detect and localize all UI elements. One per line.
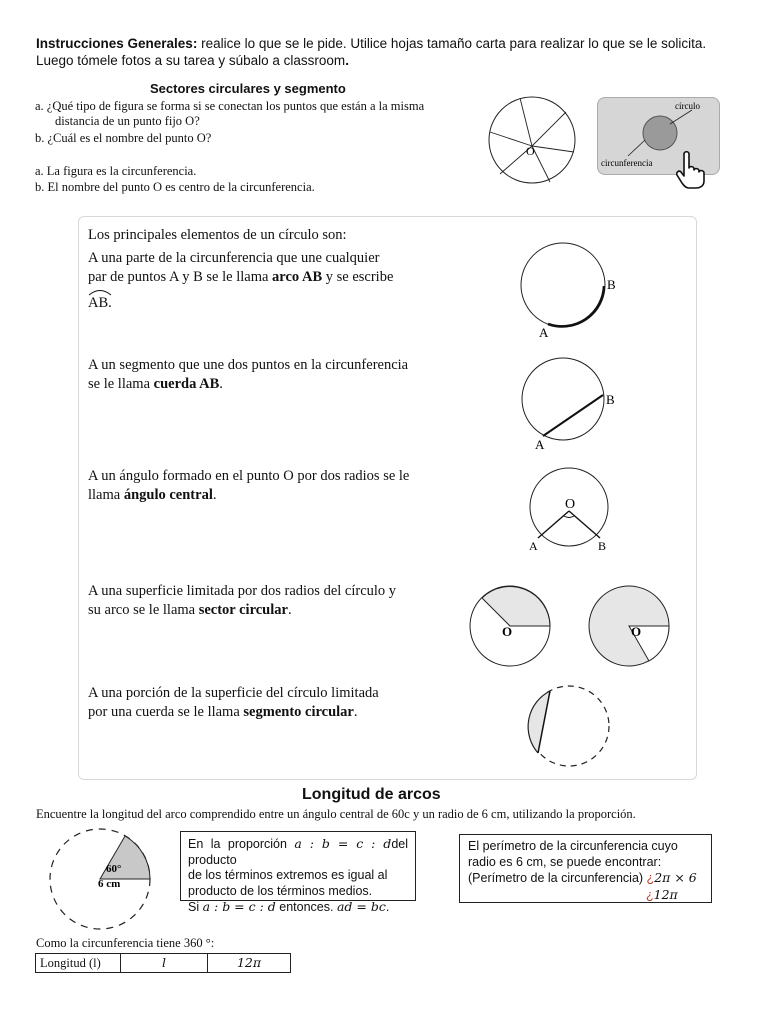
filled-circle	[643, 116, 677, 150]
sector-left-center-label: O	[502, 624, 513, 639]
perim-l3-math: 2π × 6	[654, 870, 697, 885]
arc-ab-highlight	[548, 286, 604, 326]
perim-line3	[468, 870, 703, 887]
segment-definition-line2	[88, 703, 358, 722]
chord-point-b-label: B	[606, 392, 615, 407]
prop-l4-end: .	[385, 900, 390, 914]
circular-segment-figure	[523, 683, 615, 773]
center-label-o: O	[526, 144, 535, 158]
radius-6cm-label: 6 cm	[98, 878, 121, 890]
prop-l4-math2: ad = bc	[336, 899, 386, 914]
chord-def-text: se le llama	[88, 376, 154, 392]
prop-l4-text: Si	[188, 900, 203, 914]
table-cell-l-math: l	[162, 955, 166, 970]
central-angle-definition-line1: A un ángulo formado en el punto O por dos radios se le	[88, 468, 410, 484]
angle-point-a-label: A	[529, 539, 538, 553]
chord-definition-line2	[88, 375, 223, 394]
sector-definition-line1: A una superficie limitada por dos radios del círculo y	[88, 583, 397, 599]
circulo-pointer-line	[670, 110, 692, 124]
segment-def-end: .	[353, 704, 358, 720]
elements-intro: Los principales elementos de un círculo son:	[88, 227, 347, 243]
answer-a: a. La figura es la circunferencia.	[35, 164, 197, 178]
point-a-label: A	[539, 325, 549, 340]
instructions-period: .	[345, 53, 349, 68]
segment-term: segmento circular	[243, 704, 354, 720]
point-b-label: B	[607, 277, 616, 292]
prop-l4-math: a : b = c : d	[202, 899, 276, 914]
chord-term: cuerda AB	[153, 376, 220, 392]
table-cell-l	[121, 954, 208, 973]
question-a-line1: a. ¿Qué tipo de figura se forma si se conectan los puntos que están a la misma	[35, 99, 425, 113]
sector-figure-right	[585, 584, 675, 670]
sector-definition-line2	[88, 601, 292, 620]
circunferencia-pointer-line	[628, 140, 645, 156]
arc-length-table	[35, 953, 291, 973]
prop-line1	[188, 836, 408, 868]
segment-definition-line1: A una porción de la superficie del círculo limitada	[88, 685, 379, 701]
table-row	[36, 954, 291, 973]
perim-l3-text: (Perímetro de la circunferencia)	[468, 871, 647, 885]
arc-length-prompt: Encuentre la longitud del arco comprendido entre un ángulo central de 60c y un radio de 6 cm, utilizando la proporción.	[36, 807, 636, 821]
angle-60-label: 60°	[106, 863, 122, 875]
answer-b: b. El nombre del punto O es centro de la circunferencia.	[35, 180, 315, 194]
arc-def-text: par de puntos A y B se le llama	[88, 269, 273, 285]
question-b: b. ¿Cuál es el nombre del punto O?	[35, 131, 212, 145]
angle-def-end: .	[212, 487, 217, 503]
chord-line	[543, 395, 603, 436]
perimeter-box	[459, 834, 712, 903]
table-cell-12pi	[208, 954, 291, 973]
full-circle-note: Como la circunferencia tiene 360 °:	[36, 936, 215, 950]
prop-line4	[188, 899, 408, 916]
arc-term: arco AB	[272, 269, 323, 285]
general-instructions	[36, 35, 726, 69]
instructions-lead: Instrucciones Generales:	[36, 36, 198, 51]
table-cell-12pi-math: 12π	[236, 955, 262, 970]
arc-length-title: Longitud de arcos	[302, 786, 441, 803]
question-a-line2: distancia de un punto fijo O?	[55, 114, 200, 128]
perim-line4	[468, 887, 703, 904]
perim-l3-marker: ¿	[646, 871, 655, 885]
sector-60-figure	[40, 826, 160, 932]
pointer-hand-icon	[674, 150, 708, 190]
central-angle-figure	[520, 465, 620, 555]
sector-def-end: .	[287, 602, 292, 618]
sector-figure-left	[466, 584, 556, 670]
proportion-property-box	[180, 831, 416, 914]
instructions-text: realice lo que se le pide. Utilice hojas tamaño carta para realizar lo que se le solicita. Luego tómele fotos a su tarea y súbalo a classroom	[36, 36, 707, 68]
circle-radii-figure	[486, 94, 578, 186]
arc-ab-figure	[515, 240, 625, 340]
radii-lines	[490, 98, 574, 182]
circulo-label: círculo	[675, 101, 700, 111]
perim-l4-marker: ¿	[646, 887, 654, 902]
arc-notation	[88, 294, 112, 313]
perim-line1: El perímetro de la circunferencia cuyo	[468, 839, 678, 853]
arc-symbol	[88, 288, 112, 296]
sector-right-center-label: O	[631, 624, 642, 639]
angle-center-label: O	[565, 497, 576, 512]
prop-l1-text-end: del producto	[188, 837, 408, 867]
chord-def-end: .	[219, 376, 223, 392]
perim-l4-math: 12π	[653, 886, 678, 902]
arc-definition-line2	[88, 268, 393, 287]
chord-definition-line1: A un segmento que une dos puntos en la circunferencia	[88, 357, 409, 373]
arc-definition-line1: A una parte de la circunferencia que une cualquier	[88, 250, 380, 266]
circunferencia-label: circunferencia	[601, 158, 653, 168]
segment-def-text: por una cuerda se le llama	[88, 704, 244, 720]
section-title: Sectores circulares y segmento	[150, 81, 346, 96]
circumference-outline	[489, 97, 575, 183]
prop-l1-math: a : b = c : d	[294, 836, 392, 851]
sector-term: sector circular	[198, 602, 288, 618]
chord-point-a-label: A	[535, 437, 545, 452]
central-angle-definition-line2	[88, 486, 216, 505]
prop-line2: de los términos extremos es igual al	[188, 868, 388, 882]
prop-l4-text-mid: entonces.	[275, 900, 337, 914]
angle-def-text: llama	[88, 487, 124, 503]
chord-ab-figure	[515, 355, 625, 455]
sector-def-text: su arco se le llama	[88, 602, 199, 618]
table-cell-header: Longitud (l)	[36, 954, 121, 973]
arc-notation-end: .	[108, 295, 112, 311]
perim-line2: radio es 6 cm, se puede encontrar:	[468, 854, 662, 869]
prop-l1-text: En la proporción	[188, 837, 295, 851]
central-angle-term: ángulo central	[123, 487, 213, 503]
prop-line3: producto de los términos medios.	[188, 883, 373, 898]
angle-point-b-label: B	[598, 539, 607, 553]
arc-def-text-end: y se escribe	[322, 269, 394, 285]
arc-notation-label: AB	[88, 295, 109, 311]
